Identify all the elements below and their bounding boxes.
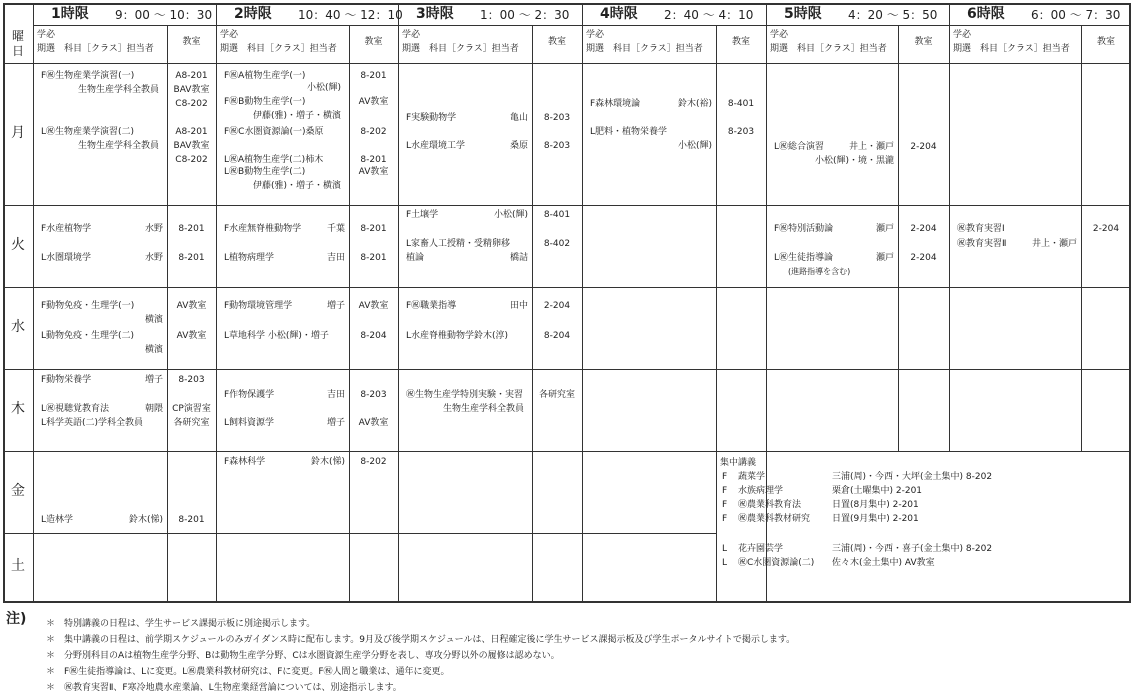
- cell-teacher: 増子: [144, 375, 163, 385]
- cell-subject: F森林環境論: [590, 99, 641, 109]
- subheader-line1: 学必: [586, 30, 605, 40]
- table-border-bottom: [3, 601, 1131, 603]
- room-col-line: [349, 25, 350, 601]
- cell-room: 8-401: [543, 210, 571, 220]
- subheader-line1: 学必: [402, 30, 421, 40]
- cell-subject: L造林学: [41, 515, 74, 525]
- cell-room: A8-201: [175, 127, 208, 137]
- cell-room: 各研究室: [173, 418, 210, 428]
- cell-teacher: 井上・瀬戸: [848, 142, 894, 152]
- intensive-title: 集中講義: [720, 458, 757, 468]
- cell-room: CP演習室: [172, 404, 211, 414]
- subheader-room: 教室: [364, 37, 383, 47]
- intensive-subject: 花卉園芸学: [738, 544, 784, 554]
- cell-subject: 伊藤(雅)・増子・横濱: [252, 181, 341, 191]
- cell-teacher: 水野: [144, 224, 163, 234]
- intensive-term: F: [722, 486, 728, 496]
- cell-room: C8-202: [175, 155, 208, 165]
- cell-room: 8-203: [178, 375, 205, 385]
- cell-teacher: 横濱: [144, 315, 163, 325]
- cell-teacher: 井上・瀬戸: [1031, 239, 1077, 249]
- cell-room: 8-201: [360, 224, 387, 234]
- cell-room: 8-203: [727, 127, 755, 137]
- cell-subject: L㊗視聴覚教育法: [41, 404, 110, 414]
- note-bullet: ＊: [46, 635, 56, 645]
- cell-room: C8-202: [175, 99, 208, 109]
- cell-subject: L科学英語(二)学科全教員: [41, 418, 144, 428]
- day-label: 火: [11, 237, 25, 253]
- cell-subject: (進路指導を含む): [788, 267, 851, 276]
- intensive-term: L: [722, 558, 728, 568]
- cell-room: 8-202: [360, 127, 387, 137]
- note-bullet: ＊: [46, 651, 56, 661]
- cell-subject: F実験動物学: [406, 113, 457, 123]
- table-border-right: [1129, 3, 1131, 603]
- cell-teacher: 鈴木(悌): [128, 515, 163, 525]
- subheader-room: 教室: [547, 37, 566, 47]
- note-bullet: ＊: [46, 683, 56, 693]
- cell-room: 8-204: [360, 331, 387, 341]
- note-text: F㊗生徒指導論は、Lに変更。L㊗農業科教材研究は、Fに変更。F㊗人間と職業は、通年に変更。: [64, 667, 450, 677]
- cell-subject: 生物生産学科全教員: [77, 141, 159, 151]
- day-header-label: 曜: [12, 29, 25, 43]
- header-bottom-line: [3, 63, 1131, 64]
- cell-subject: 植論: [406, 253, 425, 263]
- period-col-line: [398, 3, 399, 601]
- cell-teacher: 朝隈: [144, 404, 163, 414]
- cell-room: 8-202: [360, 457, 387, 467]
- cell-teacher: 水野: [144, 253, 163, 263]
- intensive-detail: 三浦(周)・今西・喜子(金土集中) 8-202: [832, 544, 993, 554]
- day-label: 金: [11, 483, 25, 499]
- cell-teacher: 瀬戸: [875, 253, 894, 263]
- cell-room: 2-204: [910, 253, 937, 263]
- subheader-room: 教室: [914, 37, 933, 47]
- intensive-subject: 水族病理学: [738, 486, 784, 496]
- row-line: [3, 287, 1131, 288]
- subheader-line1: 学必: [770, 30, 789, 40]
- notes-section: [0, 606, 1134, 691]
- subheader-line2: 期選 科目［クラス］担当者: [770, 44, 887, 54]
- subheader-room: 教室: [731, 37, 750, 47]
- room-col-line: [898, 25, 899, 451]
- cell-subject: F㊗特別活動論: [774, 224, 834, 234]
- row-line: [3, 205, 1131, 206]
- subheader-line2: 期選 科目［クラス］担当者: [586, 44, 703, 54]
- cell-teacher: 鈴木(裕): [677, 99, 712, 109]
- cell-subject: F森林科学: [224, 457, 266, 467]
- cell-room: AV教室: [176, 301, 207, 311]
- cell-teacher: 小松(輝): [493, 210, 528, 220]
- cell-teacher: 桑原: [509, 141, 528, 151]
- cell-room: 8-201: [360, 71, 387, 81]
- day-label: 土: [11, 558, 25, 574]
- cell-subject: L水産環境工学: [406, 141, 466, 151]
- period-time: 2：40 〜 4：10: [664, 8, 754, 22]
- intensive-subject: ㊗農業科教育法: [738, 500, 802, 510]
- cell-room: 8-402: [543, 239, 571, 249]
- cell-subject: 伊藤(雅)・増子・横濱: [252, 111, 341, 121]
- period-time: 9：00 〜 10：30: [115, 8, 213, 22]
- note-text: 特別講義の日程は、学生サービス課掲示板に別途掲示します。: [64, 619, 316, 629]
- cell-subject: L㊗生物産業学演習(二): [41, 127, 135, 137]
- note-bullet: ＊: [46, 619, 56, 629]
- cell-subject: L草地科学 小松(輝)・増子: [224, 331, 329, 341]
- period-label: 4時限: [600, 6, 638, 22]
- intensive-term: F: [722, 500, 728, 510]
- cell-room: 8-401: [727, 99, 755, 109]
- cell-room: 8-201: [360, 253, 387, 263]
- cell-subject: F動物栄養学: [41, 375, 92, 385]
- period-time: 6：00 〜 7：30: [1031, 8, 1121, 22]
- intensive-term: L: [722, 544, 728, 554]
- cell-subject: L水産脊椎動物学鈴木(淳): [406, 331, 509, 341]
- cell-subject: F動物免疫・生理学(一): [41, 301, 135, 311]
- cell-subject: 生物生産学科全教員: [77, 85, 159, 95]
- cell-teacher: 横濱: [144, 345, 163, 355]
- cell-room: 8-203: [360, 390, 387, 400]
- cell-room: BAV教室: [173, 85, 210, 95]
- day-label: 月: [11, 125, 25, 141]
- intensive-subject: ㊗C水圏資源論(二): [738, 558, 815, 568]
- room-col-line: [716, 25, 717, 601]
- note-text: 分野別科目のAは植物生産学分野、Bは動物生産学分野、Cは水圏資源生産学分野を表し、専攻分野以外の履修は認めない。: [64, 651, 560, 661]
- day-label: 木: [11, 401, 25, 417]
- subheader-room: 教室: [182, 37, 201, 47]
- cell-subject: ㊗教育実習Ⅰ: [957, 224, 1005, 234]
- period-label: 1時限: [51, 6, 89, 22]
- table-border-top: [3, 3, 1131, 5]
- cell-teacher: 千葉: [326, 224, 345, 234]
- cell-room: 8-204: [543, 331, 571, 341]
- cell-subject: L動物免疫・生理学(二): [41, 331, 135, 341]
- note-text: ㊗教育実習Ⅱ、F寒冷地農水産業論、L生物産業経営論については、別途指示します。: [64, 683, 402, 693]
- cell-subject: L植物病理学: [224, 253, 275, 263]
- cell-subject: ㊗教育実習Ⅱ: [957, 239, 1007, 249]
- cell-teacher: 田中: [509, 301, 528, 311]
- subheader-line2: 期選 科目［クラス］担当者: [953, 44, 1070, 54]
- cell-subject: L水圏環境学: [41, 253, 92, 263]
- cell-teacher: 吉田: [326, 390, 345, 400]
- cell-room: AV教室: [358, 97, 389, 107]
- cell-subject: F㊗B動物生産学(一): [224, 97, 306, 107]
- note-bullet: ＊: [46, 667, 56, 677]
- cell-subject: F動物環境管理学: [224, 301, 293, 311]
- note-text: 集中講義の日程は、前学期スケジュールのみガイダンス時に配布します。9月及び後学期スケジュールは、日程確定後に学生サービス課掲示板及び学生ポータルサイトで掲示します。: [64, 635, 796, 645]
- cell-subject: L飼料資源学: [224, 418, 275, 428]
- cell-room: AV教室: [358, 418, 389, 428]
- subheader-line2: 期選 科目［クラス］担当者: [402, 44, 519, 54]
- intensive-detail: 三浦(周)・今西・大坪(金土集中) 8-202: [832, 472, 993, 482]
- cell-teacher: 瀬戸: [875, 224, 894, 234]
- period-label: 5時限: [784, 6, 822, 22]
- cell-teacher: 増子: [326, 301, 345, 311]
- cell-subject: F㊗C水圏資源論(一)桑原: [224, 127, 324, 137]
- period-label: 3時限: [416, 6, 454, 22]
- room-col-line: [167, 25, 168, 601]
- day-label: 水: [11, 319, 25, 335]
- intensive-subject: ㊗農業科教材研究: [738, 514, 811, 524]
- cell-subject: ㊗生物生産学特別実験・実習: [406, 390, 524, 400]
- cell-room: 8-203: [543, 141, 571, 151]
- cell-subject: L家畜人工授精・受精卵移: [406, 239, 511, 249]
- cell-room: AV教室: [176, 331, 207, 341]
- cell-subject: L㊗生徒指導論: [774, 253, 834, 263]
- cell-room: 8-201: [178, 515, 205, 525]
- period-col-line: [216, 3, 217, 601]
- subheader-line2: 期選 科目［クラス］担当者: [37, 44, 154, 54]
- intensive-detail: 栗倉(土曜集中) 2-201: [832, 486, 923, 496]
- cell-room: 8-201: [360, 155, 387, 165]
- period-col-line: [582, 3, 583, 601]
- cell-subject: F㊗A植物生産学(一): [224, 71, 306, 81]
- cell-room: 2-204: [910, 142, 937, 152]
- intensive-term: F: [722, 472, 728, 482]
- period-label: 6時限: [967, 6, 1005, 22]
- period-time: 1：00 〜 2：30: [480, 8, 570, 22]
- day-header-label-2: 日: [12, 44, 25, 58]
- cell-room: 8-203: [543, 113, 571, 123]
- notes-label: 注): [6, 611, 27, 627]
- cell-teacher: 亀山: [509, 113, 528, 123]
- cell-subject: L㊗B動物生産学(二): [224, 167, 306, 177]
- subheader-line2: 期選 科目［クラス］担当者: [220, 44, 337, 54]
- cell-room: 各研究室: [538, 390, 575, 400]
- intensive-detail: 日置(9月集中) 2-201: [832, 514, 919, 524]
- cell-teacher: 鈴木(悌): [310, 457, 345, 467]
- room-col-line: [1081, 25, 1082, 451]
- cell-teacher: 橋詰: [509, 253, 528, 263]
- cell-room: 2-204: [1092, 224, 1120, 234]
- table-border-left: [3, 3, 5, 603]
- cell-subject: 小松(輝): [306, 83, 341, 93]
- subheader-line1: 学必: [953, 30, 972, 40]
- cell-room: 8-201: [178, 224, 205, 234]
- period-col-line: [766, 3, 767, 601]
- cell-room: 2-204: [910, 224, 937, 234]
- cell-subject: L肥料・植物栄養学: [590, 127, 668, 137]
- intensive-subject: 蔬菜学: [738, 472, 766, 482]
- cell-subject: F作物保護学: [224, 390, 275, 400]
- period-col-line: [949, 3, 950, 451]
- intensive-detail: 佐々木(金土集中) AV教室: [832, 558, 935, 568]
- intensive-detail: 日置(8月集中) 2-201: [832, 500, 919, 510]
- cell-teacher: 小松(輝): [677, 141, 712, 151]
- cell-subject: 生物生産学科全教員: [442, 404, 524, 414]
- row-line: [3, 369, 1131, 370]
- subheader-line1: 学必: [220, 30, 239, 40]
- subheader-line1: 学必: [37, 30, 56, 40]
- cell-room: AV教室: [358, 301, 389, 311]
- intensive-term: F: [722, 514, 728, 524]
- cell-room: 8-201: [178, 253, 205, 263]
- row-line: [3, 533, 716, 534]
- cell-room: A8-201: [175, 71, 208, 81]
- room-col-line: [532, 25, 533, 601]
- cell-teacher: 吉田: [326, 253, 345, 263]
- cell-room: AV教室: [358, 167, 389, 177]
- period-time: 10：40 〜 12：10: [298, 8, 403, 22]
- cell-subject: F水産植物学: [41, 224, 92, 234]
- period-time: 4：20 〜 5：50: [848, 8, 938, 22]
- period-label: 2時限: [234, 6, 272, 22]
- cell-subject: F水産無脊椎動物学: [224, 224, 302, 234]
- cell-subject: F㊗職業指導: [406, 301, 457, 311]
- row-line: [3, 451, 1131, 452]
- cell-teacher: 小松(輝)・境・黒瀧: [814, 156, 894, 166]
- day-col-line: [33, 3, 34, 601]
- cell-subject: L㊗A植物生産学(二)柿木: [224, 155, 324, 165]
- subheader-room: 教室: [1096, 37, 1115, 47]
- cell-room: 2-204: [543, 301, 571, 311]
- cell-subject: F土壌学: [406, 210, 439, 220]
- cell-subject: L㊗総合演習: [774, 142, 825, 152]
- cell-teacher: 増子: [326, 418, 345, 428]
- cell-subject: F㊗生物産業学演習(一): [41, 71, 135, 81]
- cell-room: BAV教室: [173, 141, 210, 151]
